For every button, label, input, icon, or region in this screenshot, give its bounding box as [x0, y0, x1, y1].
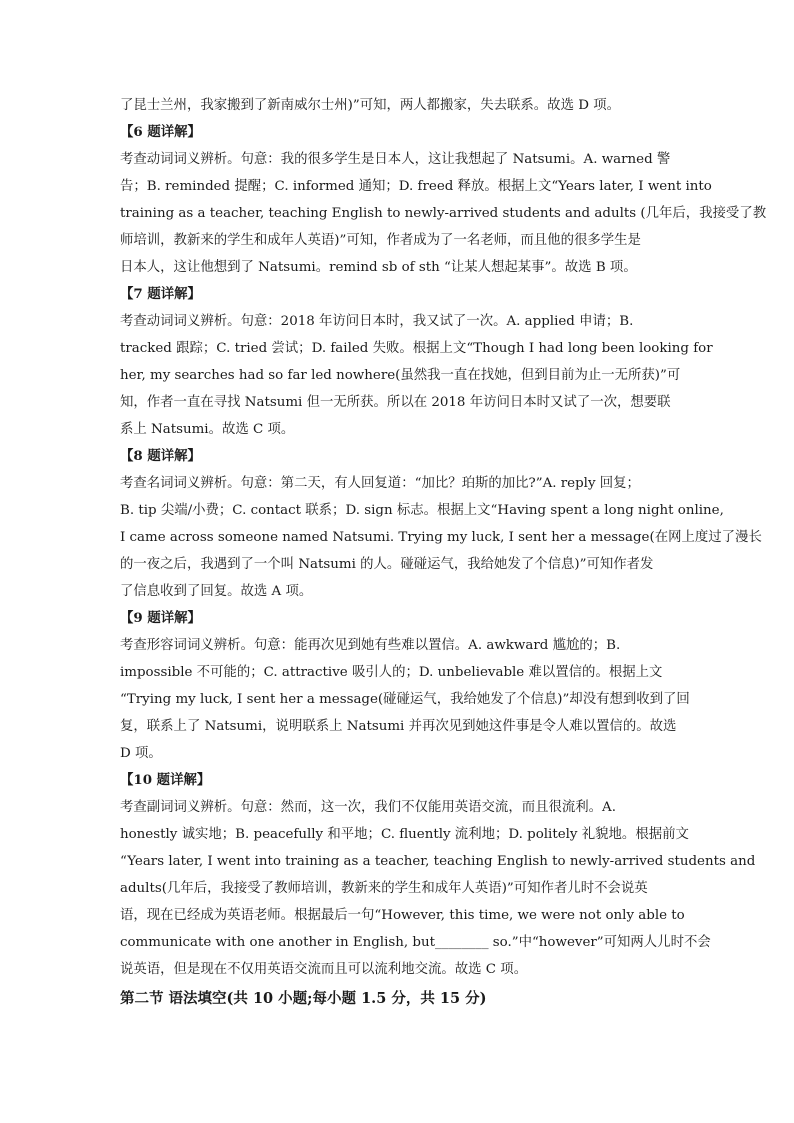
- answer-explanation-text: [120, 92, 767, 983]
- text-line: 考查名词词义辨析。句意：第二天，有人回复道：“加比？珀斯的加比?”A. reply 回复；: [120, 476, 640, 491]
- text-line: 复，联系上了 Natsumi，说明联系上 Natsumi 并再次见到她这件事是令人难以置信的。故选: [120, 719, 677, 734]
- text-line: 日本人，这让他想到了 Natsumi。remind sb of sth “让某人想起某事”。故选 B 项。: [120, 260, 637, 275]
- text-line: training as a teacher, teaching English to newly-arrived students and adults (几年后，我接受了教: [120, 206, 767, 221]
- section-title: 第二节 语法填空(共 10 小题;每小题 1.5 分，共 15 分): [120, 990, 487, 1007]
- text-line: 告；B. reminded 提醒；C. informed 通知；D. freed 释放。根据上文“Years later, I went into: [120, 179, 712, 194]
- text-line: 说英语，但是现在不仅用英语交流而且可以流利地交流。故选 C 项。: [120, 962, 528, 977]
- text-line: I came across someone named Natsumi. Trying my luck, I sent her a message(在网上度过了漫长: [120, 530, 762, 545]
- question-heading: 【7 题详解】: [120, 286, 201, 302]
- text-line: impossible 不可能的；C. attractive 吸引人的；D. unbelievable 难以置信的。根据上文: [120, 665, 663, 680]
- text-line: 考查动词词义辨析。句意：2018 年访问日本时，我又试了一次。A. applied 申请；B.: [120, 314, 634, 329]
- text-line: honestly 诚实地；B. peacefully 和平地；C. fluently 流利地；D. politely 礼貌地。根据前文: [120, 827, 689, 842]
- question-heading: 【8 题详解】: [120, 448, 201, 464]
- question-heading: 【6 题详解】: [120, 124, 201, 140]
- document-body: [120, 92, 767, 1012]
- text-line: her, my searches had so far led nowhere(虽然我一直在找她，但到目前为止一无所获)”可: [120, 368, 681, 383]
- question-heading: 【10 题详解】: [120, 772, 211, 788]
- text-line: 师培训，教新来的学生和成年人英语)”可知，作者成为了一名老师，而且他的很多学生是: [120, 233, 641, 248]
- text-line: 的一夜之后，我遇到了一个叫 Natsumi 的人。碰碰运气，我给她发了个信息)”可知作者发: [120, 557, 654, 572]
- text-line: tracked 跟踪；C. tried 尝试；D. failed 失败。根据上文“Though I had long been looking for: [120, 341, 713, 356]
- text-line: 考查形容词词义辨析。句意：能再次见到她有些难以置信。A. awkward 尴尬的；B.: [120, 638, 621, 653]
- text-line: 知，作者一直在寻找 Natsumi 但一无所获。所以在 2018 年访问日本时又试了一次，想要联: [120, 395, 671, 410]
- text-line: 了昆士兰州，我家搬到了新南威尔士州)”可知，两人都搬家，失去联系。故选 D 项。: [120, 98, 620, 113]
- text-line: adults(几年后，我接受了教师培训，教新来的学生和成年人英语)”可知作者儿时不会说英: [120, 881, 648, 896]
- text-line: 了信息收到了回复。故选 A 项。: [120, 584, 313, 599]
- text-line: communicate with one another in English, but________ so.”中“however”可知两人儿时不会: [120, 935, 711, 950]
- text-line: B. tip 尖端/小费；C. contact 联系；D. sign 标志。根据上文“Having spent a long night online,: [120, 503, 724, 518]
- text-line: D 项。: [120, 746, 162, 761]
- text-line: “Years later, I went into training as a teacher, teaching English to newly-arrived students and: [120, 854, 756, 869]
- text-line: 语，现在已经成为英语老师。根据最后一句“However, this time, we were not only able to: [120, 908, 685, 923]
- text-line: 系上 Natsumi。故选 C 项。: [120, 422, 295, 437]
- text-line: 考查动词词义辨析。句意：我的很多学生是日本人，这让我想起了 Natsumi。A. warned 警: [120, 152, 671, 167]
- text-line: 考查副词词义辨析。句意：然而，这一次，我们不仅能用英语交流，而且很流利。A.: [120, 800, 616, 815]
- text-line: “Trying my luck, I sent her a message(碰碰运气，我给她发了个信息)”却没有想到收到了回: [120, 692, 690, 707]
- question-heading: 【9 题详解】: [120, 610, 201, 626]
